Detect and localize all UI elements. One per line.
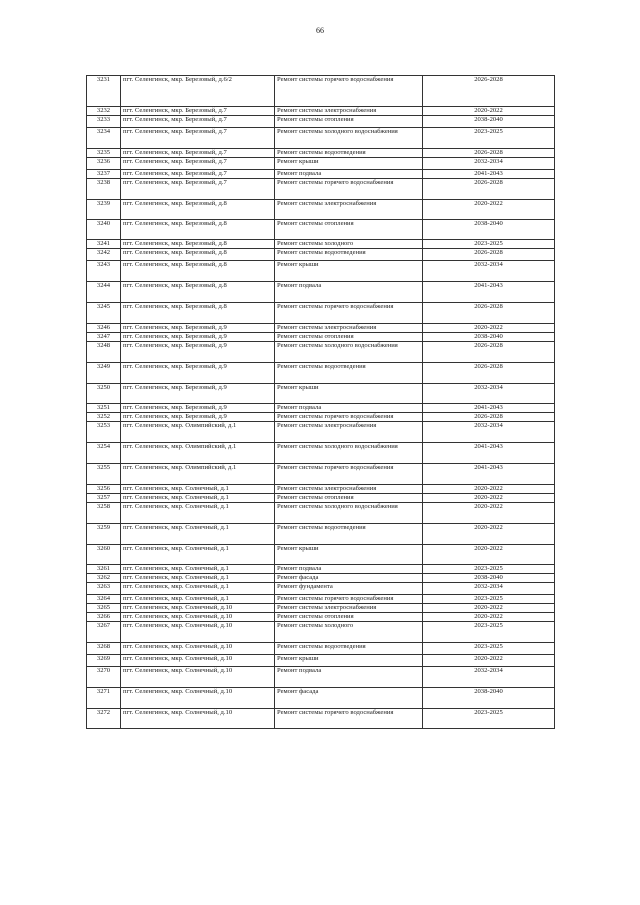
row-work-type: Ремонт подвала (275, 282, 423, 303)
row-number: 3263 (87, 583, 121, 595)
table-row (87, 149, 555, 158)
row-work-type: Ремонт фасада (275, 688, 423, 709)
row-period: 2026-2028 (423, 363, 555, 384)
table-row (87, 667, 555, 688)
row-period: 2020-2022 (423, 200, 555, 220)
row-work-type: Ремонт подвала (275, 667, 423, 688)
row-number: 3246 (87, 324, 121, 333)
row-number: 3236 (87, 158, 121, 170)
row-number: 3240 (87, 220, 121, 240)
row-number: 3247 (87, 333, 121, 342)
row-period: 2038-2040 (423, 220, 555, 240)
table-row (87, 494, 555, 503)
row-number: 3272 (87, 709, 121, 729)
row-number: 3233 (87, 116, 121, 128)
row-period: 2026-2028 (423, 149, 555, 158)
row-work-type: Ремонт системы электроснабжения (275, 604, 423, 613)
table-row (87, 282, 555, 303)
row-period: 2041-2043 (423, 170, 555, 179)
row-work-type: Ремонт системы горячего водоснабжения (275, 709, 423, 729)
table-row (87, 333, 555, 342)
table-row (87, 574, 555, 583)
table-row (87, 240, 555, 249)
row-work-type: Ремонт системы водоотведения (275, 363, 423, 384)
row-address: пгт. Селенгинск, мкр. Солнечный, д.10 (121, 643, 275, 655)
row-address: пгт. Селенгинск, мкр. Березовый, д.8 (121, 240, 275, 249)
table-row (87, 422, 555, 443)
table-row (87, 116, 555, 128)
table-row (87, 595, 555, 604)
row-number: 3237 (87, 170, 121, 179)
row-work-type: Ремонт системы горячего водоснабжения (275, 464, 423, 485)
row-number: 3254 (87, 443, 121, 464)
row-work-type: Ремонт крыши (275, 384, 423, 404)
table-row (87, 545, 555, 565)
row-period: 2032-2034 (423, 261, 555, 282)
row-number: 3268 (87, 643, 121, 655)
row-work-type: Ремонт системы холодного водоснабжения (275, 443, 423, 464)
row-number: 3259 (87, 524, 121, 545)
row-address: пгт. Селенгинск, мкр. Березовый, д.9 (121, 384, 275, 404)
row-address: пгт. Селенгинск, мкр. Березовый, д.9 (121, 342, 275, 363)
row-period: 2026-2028 (423, 303, 555, 324)
row-address: пгт. Селенгинск, мкр. Солнечный, д.1 (121, 485, 275, 494)
row-address: пгт. Селенгинск, мкр. Березовый, д.9 (121, 404, 275, 413)
row-number: 3249 (87, 363, 121, 384)
row-period: 2020-2022 (423, 604, 555, 613)
row-work-type: Ремонт системы отопления (275, 220, 423, 240)
row-work-type: Ремонт системы горячего водоснабжения (275, 413, 423, 422)
row-period: 2020-2022 (423, 485, 555, 494)
table-row (87, 688, 555, 709)
row-work-type: Ремонт фасада (275, 574, 423, 583)
page-number: 66 (316, 26, 324, 35)
table-row (87, 342, 555, 363)
row-period: 2038-2040 (423, 688, 555, 709)
row-work-type: Ремонт крыши (275, 261, 423, 282)
row-address: пгт. Селенгинск, мкр. Солнечный, д.1 (121, 574, 275, 583)
row-number: 3234 (87, 128, 121, 149)
table-row (87, 413, 555, 422)
table-row (87, 613, 555, 622)
row-period: 2026-2028 (423, 342, 555, 363)
row-work-type: Ремонт системы отопления (275, 494, 423, 503)
row-work-type: Ремонт системы водоотведения (275, 149, 423, 158)
row-period: 2041-2043 (423, 443, 555, 464)
row-work-type: Ремонт подвала (275, 170, 423, 179)
row-address: пгт. Селенгинск, мкр. Солнечный, д.1 (121, 545, 275, 565)
table-row (87, 200, 555, 220)
row-address: пгт. Селенгинск, мкр. Солнечный, д.1 (121, 595, 275, 604)
table-row (87, 220, 555, 240)
row-address: пгт. Селенгинск, мкр. Солнечный, д.1 (121, 524, 275, 545)
row-number: 3270 (87, 667, 121, 688)
row-number: 3243 (87, 261, 121, 282)
row-number: 3242 (87, 249, 121, 261)
row-address: пгт. Селенгинск, мкр. Солнечный, д.10 (121, 709, 275, 729)
row-work-type: Ремонт системы холодного водоснабжения (275, 342, 423, 363)
row-period: 2032-2034 (423, 158, 555, 170)
table-row (87, 76, 555, 107)
row-period: 2020-2022 (423, 613, 555, 622)
row-period: 2023-2025 (423, 565, 555, 574)
row-period: 2032-2034 (423, 384, 555, 404)
row-address: пгт. Селенгинск, мкр. Березовый, д.8 (121, 303, 275, 324)
row-address: пгт. Селенгинск, мкр. Березовый, д.7 (121, 107, 275, 116)
row-number: 3262 (87, 574, 121, 583)
row-number: 3269 (87, 655, 121, 667)
table-row (87, 503, 555, 524)
row-period: 2023-2025 (423, 595, 555, 604)
table-row (87, 655, 555, 667)
row-address: пгт. Селенгинск, мкр. Солнечный, д.1 (121, 583, 275, 595)
row-address: пгт. Селенгинск, мкр. Березовый, д.9 (121, 363, 275, 384)
row-period: 2032-2034 (423, 422, 555, 443)
row-address: пгт. Селенгинск, мкр. Солнечный, д.10 (121, 667, 275, 688)
row-period: 2041-2043 (423, 404, 555, 413)
table-row (87, 524, 555, 545)
table-row (87, 622, 555, 643)
row-number: 3244 (87, 282, 121, 303)
row-period: 2026-2028 (423, 249, 555, 261)
row-address: пгт. Селенгинск, мкр. Березовый, д.9 (121, 324, 275, 333)
row-number: 3232 (87, 107, 121, 116)
table-row (87, 261, 555, 282)
row-period: 2038-2040 (423, 333, 555, 342)
row-address: пгт. Селенгинск, мкр. Березовый, д.7 (121, 116, 275, 128)
row-number: 3267 (87, 622, 121, 643)
row-address: пгт. Селенгинск, мкр. Березовый, д.7 (121, 179, 275, 200)
row-address: пгт. Селенгинск, мкр. Олимпийский, д.1 (121, 443, 275, 464)
row-number: 3255 (87, 464, 121, 485)
row-number: 3238 (87, 179, 121, 200)
row-period: 2026-2028 (423, 413, 555, 422)
row-work-type: Ремонт системы холодного (275, 240, 423, 249)
table-row (87, 565, 555, 574)
row-address: пгт. Селенгинск, мкр. Солнечный, д.1 (121, 565, 275, 574)
row-work-type: Ремонт системы горячего водоснабжения (275, 595, 423, 604)
row-work-type: Ремонт системы водоотведения (275, 643, 423, 655)
row-address: пгт. Селенгинск, мкр. Березовый, д.7 (121, 128, 275, 149)
row-number: 3231 (87, 76, 121, 107)
row-address: пгт. Селенгинск, мкр. Березовый, д.9 (121, 333, 275, 342)
row-work-type: Ремонт крыши (275, 545, 423, 565)
row-number: 3264 (87, 595, 121, 604)
table-row (87, 303, 555, 324)
table-row (87, 583, 555, 595)
row-period: 2041-2043 (423, 464, 555, 485)
table-row (87, 324, 555, 333)
row-period: 2023-2025 (423, 622, 555, 643)
row-address: пгт. Селенгинск, мкр. Солнечный, д.10 (121, 613, 275, 622)
row-work-type: Ремонт системы электроснабжения (275, 485, 423, 494)
row-period: 2020-2022 (423, 324, 555, 333)
row-number: 3271 (87, 688, 121, 709)
row-number: 3265 (87, 604, 121, 613)
row-period: 2020-2022 (423, 655, 555, 667)
row-work-type: Ремонт крыши (275, 158, 423, 170)
row-number: 3235 (87, 149, 121, 158)
row-work-type: Ремонт системы горячего водоснабжения (275, 76, 423, 107)
row-address: пгт. Селенгинск, мкр. Березовый, д.6/2 (121, 76, 275, 107)
row-number: 3248 (87, 342, 121, 363)
row-period: 2038-2040 (423, 574, 555, 583)
row-work-type: Ремонт системы горячего водоснабжения (275, 179, 423, 200)
row-number: 3261 (87, 565, 121, 574)
row-address: пгт. Селенгинск, мкр. Березовый, д.9 (121, 413, 275, 422)
row-period: 2038-2040 (423, 116, 555, 128)
row-address: пгт. Селенгинск, мкр. Березовый, д.7 (121, 149, 275, 158)
row-work-type: Ремонт системы отопления (275, 116, 423, 128)
table-row (87, 158, 555, 170)
row-address: пгт. Селенгинск, мкр. Солнечный, д.1 (121, 494, 275, 503)
table-row (87, 384, 555, 404)
row-work-type: Ремонт системы водоотведения (275, 524, 423, 545)
table-row (87, 643, 555, 655)
row-work-type: Ремонт подвала (275, 404, 423, 413)
row-number: 3245 (87, 303, 121, 324)
row-period: 2023-2025 (423, 240, 555, 249)
row-work-type: Ремонт крыши (275, 655, 423, 667)
row-work-type: Ремонт фундамента (275, 583, 423, 595)
row-number: 3260 (87, 545, 121, 565)
row-period: 2020-2022 (423, 545, 555, 565)
table-row (87, 107, 555, 116)
row-address: пгт. Селенгинск, мкр. Олимпийский, д.1 (121, 422, 275, 443)
row-work-type: Ремонт подвала (275, 565, 423, 574)
row-work-type: Ремонт системы электроснабжения (275, 200, 423, 220)
row-number: 3251 (87, 404, 121, 413)
row-period: 2032-2034 (423, 667, 555, 688)
row-address: пгт. Селенгинск, мкр. Березовый, д.8 (121, 220, 275, 240)
row-address: пгт. Селенгинск, мкр. Солнечный, д.10 (121, 604, 275, 613)
table-row (87, 485, 555, 494)
row-period: 2032-2034 (423, 583, 555, 595)
row-number: 3256 (87, 485, 121, 494)
table-row (87, 604, 555, 613)
table-row (87, 709, 555, 729)
row-period: 2026-2028 (423, 76, 555, 107)
row-number: 3266 (87, 613, 121, 622)
row-address: пгт. Селенгинск, мкр. Березовый, д.7 (121, 158, 275, 170)
row-work-type: Ремонт системы отопления (275, 613, 423, 622)
row-work-type: Ремонт системы горячего водоснабжения (275, 303, 423, 324)
row-period: 2020-2022 (423, 494, 555, 503)
row-period: 2020-2022 (423, 524, 555, 545)
row-number: 3252 (87, 413, 121, 422)
table-row (87, 404, 555, 413)
row-work-type: Ремонт системы холодного (275, 622, 423, 643)
table-row (87, 170, 555, 179)
row-address: пгт. Селенгинск, мкр. Солнечный, д.10 (121, 622, 275, 643)
row-period: 2023-2025 (423, 643, 555, 655)
row-address: пгт. Селенгинск, мкр. Солнечный, д.1 (121, 503, 275, 524)
row-number: 3253 (87, 422, 121, 443)
row-work-type: Ремонт системы электроснабжения (275, 324, 423, 333)
row-address: пгт. Селенгинск, мкр. Солнечный, д.10 (121, 688, 275, 709)
row-work-type: Ремонт системы электроснабжения (275, 107, 423, 116)
row-work-type: Ремонт системы отопления (275, 333, 423, 342)
row-work-type: Ремонт системы холодного водоснабжения (275, 128, 423, 149)
row-work-type: Ремонт системы холодного водоснабжения (275, 503, 423, 524)
row-number: 3239 (87, 200, 121, 220)
row-period: 2020-2022 (423, 503, 555, 524)
row-period: 2020-2022 (423, 107, 555, 116)
row-address: пгт. Селенгинск, мкр. Олимпийский, д.1 (121, 464, 275, 485)
table-row (87, 443, 555, 464)
table-row (87, 464, 555, 485)
row-address: пгт. Селенгинск, мкр. Березовый, д.8 (121, 200, 275, 220)
row-address: пгт. Селенгинск, мкр. Березовый, д.8 (121, 282, 275, 303)
row-period: 2026-2028 (423, 179, 555, 200)
row-number: 3258 (87, 503, 121, 524)
row-address: пгт. Селенгинск, мкр. Березовый, д.8 (121, 249, 275, 261)
row-period: 2041-2043 (423, 282, 555, 303)
row-address: пгт. Селенгинск, мкр. Солнечный, д.10 (121, 655, 275, 667)
row-number: 3241 (87, 240, 121, 249)
row-period: 2023-2025 (423, 128, 555, 149)
row-work-type: Ремонт системы водоотведения (275, 249, 423, 261)
row-address: пгт. Селенгинск, мкр. Березовый, д.7 (121, 170, 275, 179)
row-address: пгт. Селенгинск, мкр. Березовый, д.8 (121, 261, 275, 282)
table-row (87, 179, 555, 200)
repair-schedule-table (86, 75, 555, 729)
row-work-type: Ремонт системы электроснабжения (275, 422, 423, 443)
row-number: 3250 (87, 384, 121, 404)
row-period: 2023-2025 (423, 709, 555, 729)
table-row (87, 249, 555, 261)
row-number: 3257 (87, 494, 121, 503)
table-row (87, 128, 555, 149)
table-row (87, 363, 555, 384)
